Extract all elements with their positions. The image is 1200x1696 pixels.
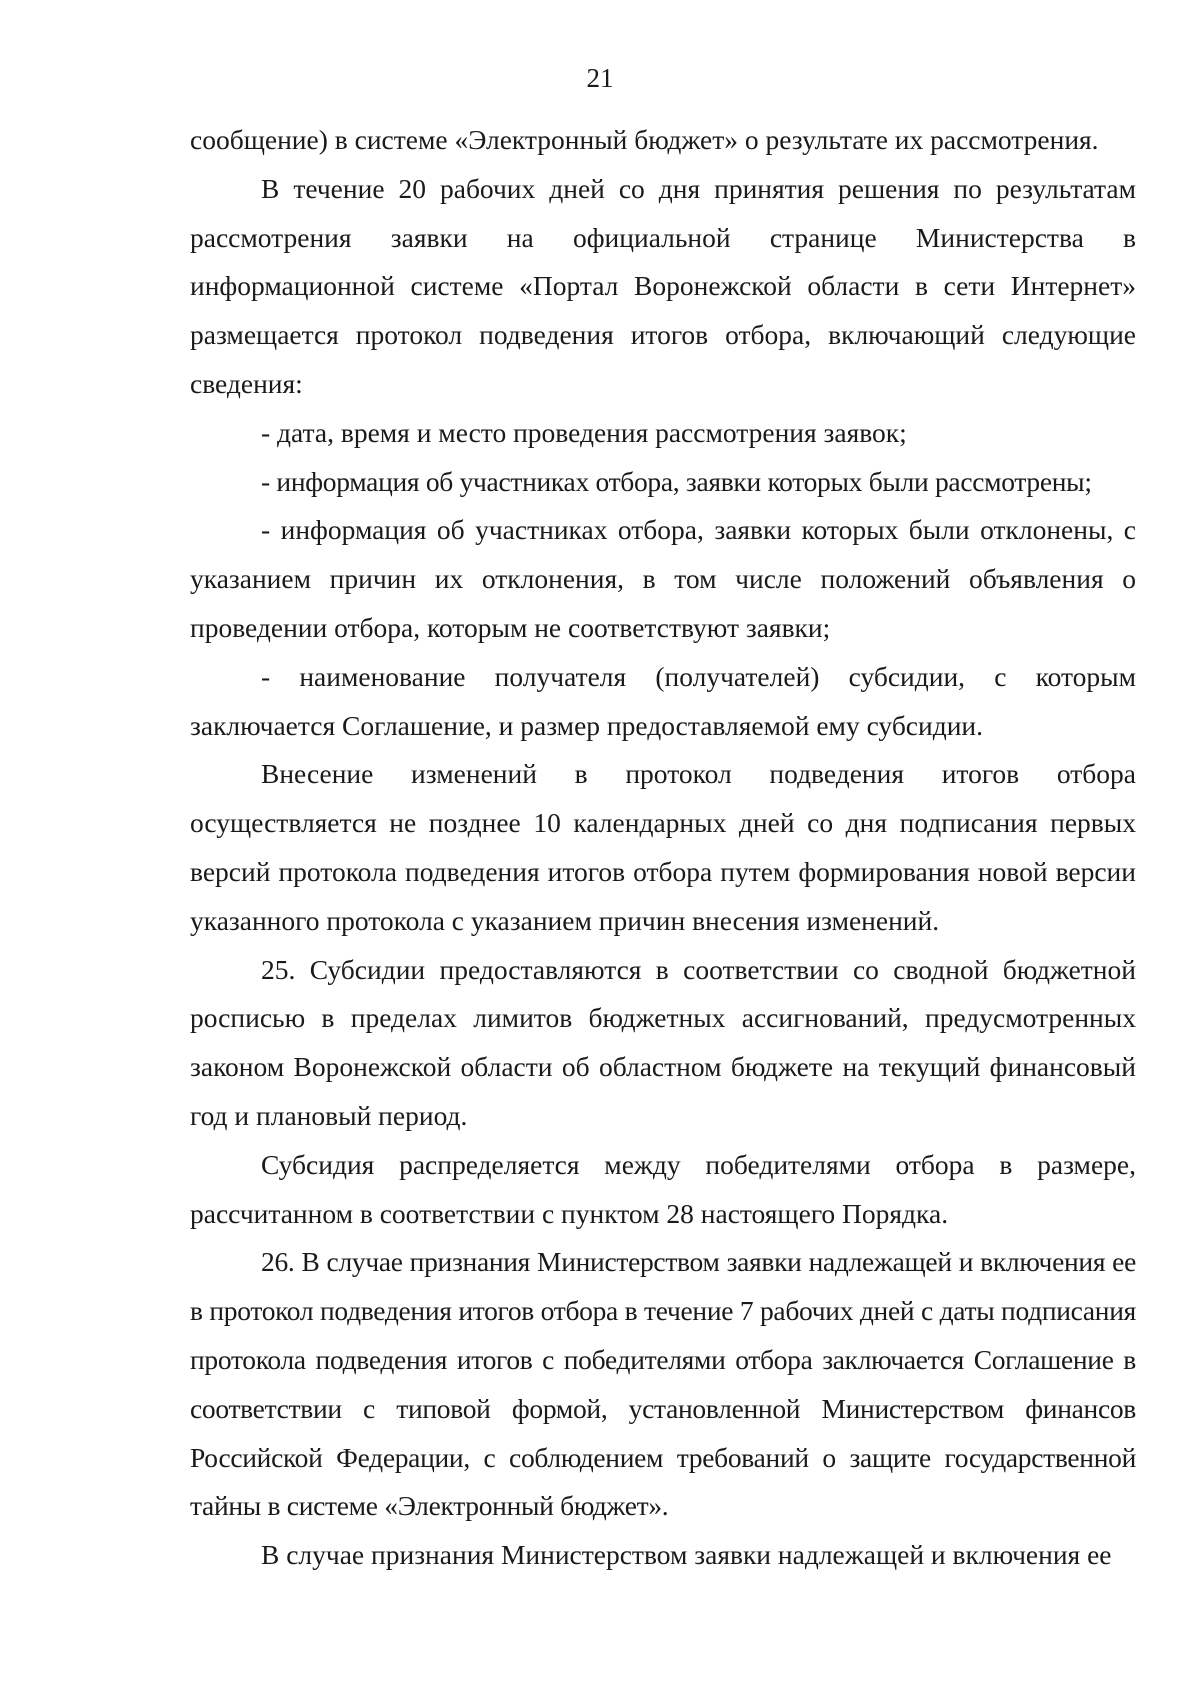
- paragraph-item-26: 26. В случае признания Министерством заявки надлежащей и включения ее в протокол подведения итогов отбора в течение 7 рабочих дней с даты подписания протокола подведения итогов с победителями отбора заключается Соглашение в соответствии с типовой формой, установленной Министерством финансов Российской Федерации, с соблюдением требований о защите государственной тайны в системе «Электронный бюджет».: [190, 1246, 1136, 1522]
- list-item-date-time-place: - дата, время и место проведения рассмотрения заявок;: [261, 416, 907, 448]
- list-item-recipient-name: - наименование получателя (получателей) субсидии, с которым заключается Соглашение, и размер предоставляемой ему субсидии.: [190, 660, 1136, 741]
- document-body: [190, 116, 1136, 1580]
- paragraph-item-25: 25. Субсидии предоставляются в соответствии со сводной бюджетной росписью в пределах лимитов бюджетных ассигнований, предусмотренных законом Воронежской области об областном бюджете на текущий финансовый год и плановый период.: [190, 953, 1136, 1131]
- list-item-rejected-participants: - информация об участниках отбора, заявки которых были отклонены, с указанием причин их отклонения, в том числе положений объявления о проведении отбора, которым не соответствуют заявки;: [190, 514, 1136, 643]
- paragraph-continuation: сообщение) в системе «Электронный бюджет» о результате их рассмотрения.: [190, 124, 1099, 155]
- paragraph-subsidy-distribution: Субсидия распределяется между победителями отбора в размере, рассчитанном в соответствии с пунктом 28 настоящего Порядка.: [190, 1148, 1136, 1229]
- list-item-reviewed-participants: - информация об участниках отбора, заявки которых были рассмотрены;: [261, 465, 1092, 497]
- paragraph-protocol-changes: Внесение изменений в протокол подведения итогов отбора осуществляется не позднее 10 календарных дней со дня подписания первых версий протокола подведения итогов отбора путем формирования новой версии указанного протокола с указанием причин внесения изменений.: [190, 758, 1136, 936]
- paragraph-protocol-publication: В течение 20 рабочих дней со дня принятия решения по результатам рассмотрения заявки на официальной странице Министерства в информационной системе «Портал Воронежской области в сети Интернет» размещается протокол подведения итогов отбора, включающий следующие сведения:: [190, 172, 1136, 399]
- page-number: 21: [586, 63, 614, 93]
- paragraph-continues-next-page: В случае признания Министерством заявки надлежащей и включения ее: [261, 1539, 1112, 1571]
